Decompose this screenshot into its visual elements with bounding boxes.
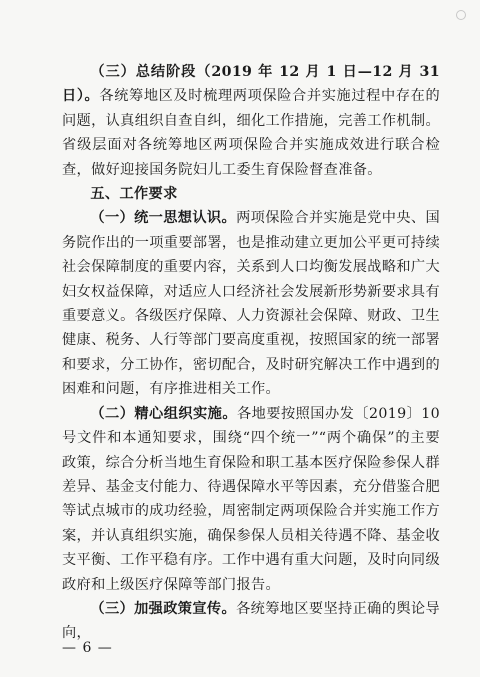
paragraph-policy-publicity <box>62 597 440 646</box>
paragraph-text: 各统筹地区要坚持正确的舆论导向， <box>62 600 440 642</box>
document-body <box>62 60 440 646</box>
corner-punch-mark <box>456 10 466 20</box>
paragraph-summary-phase <box>62 60 440 182</box>
paragraph-text: 各统筹地区及时梳理两项保险合并实施过程中存在的问题，认真组织自查自纠，细化工作措施，完善工作机制。省级层面对各统筹地区两项保险合并实施成效进行联合检查，做好迎接国务院妇儿工委生育保险督查准备。 <box>62 88 440 178</box>
paragraph-text: 各地要按照国办发〔2019〕10 号文件和本通知要求，围绕“四个统一”“两个确保”的主要政策，综合分析当地生育保险和职工基本医疗保险参保人群差异、基金支付能力、待遇保障水平等因素，充分借鉴合肥等试点城市的成功经验，周密制定两项保险合并实施工作方案，并认真组织实施，确保参保人员相关待遇不降、基金收支平衡、工作平稳有序。工作中遇有重大问题，及时向同级政府和上级医疗保障等部门报告。 <box>62 405 440 593</box>
paragraph-unify-thinking <box>62 206 440 401</box>
paragraph-organize-implementation <box>62 402 440 597</box>
page-number: — 6 — <box>62 640 113 656</box>
section-heading: 五、工作要求 <box>90 186 178 203</box>
paragraph-lead: （一）统一思想认识。 <box>90 210 237 227</box>
paragraph-lead: （二）精心组织实施。 <box>90 405 237 422</box>
paragraph-lead: （三）总结阶段（2019 年 12 月 1 日—12 月 31 日）。 <box>62 64 440 105</box>
paragraph-lead: （三）加强政策宣传。 <box>90 600 237 617</box>
paragraph-text: 两项保险合并实施是党中央、国务院作出的一项重要部署，也是推动建立更加公平更可持续社会保障制度的重要内容，关系到人口均衡发展战略和广大妇女权益保障，对适应人口经济社会发展新形势新要求具有重要意义。各级医疗保障、人力资源社会保障、财政、卫生健康、税务、人行等部门要高度重视，按照国家的统一部署和要求，分工协作，密切配合，及时研究解决工作中遇到的困难和问题，有序推进相关工作。 <box>62 210 440 398</box>
